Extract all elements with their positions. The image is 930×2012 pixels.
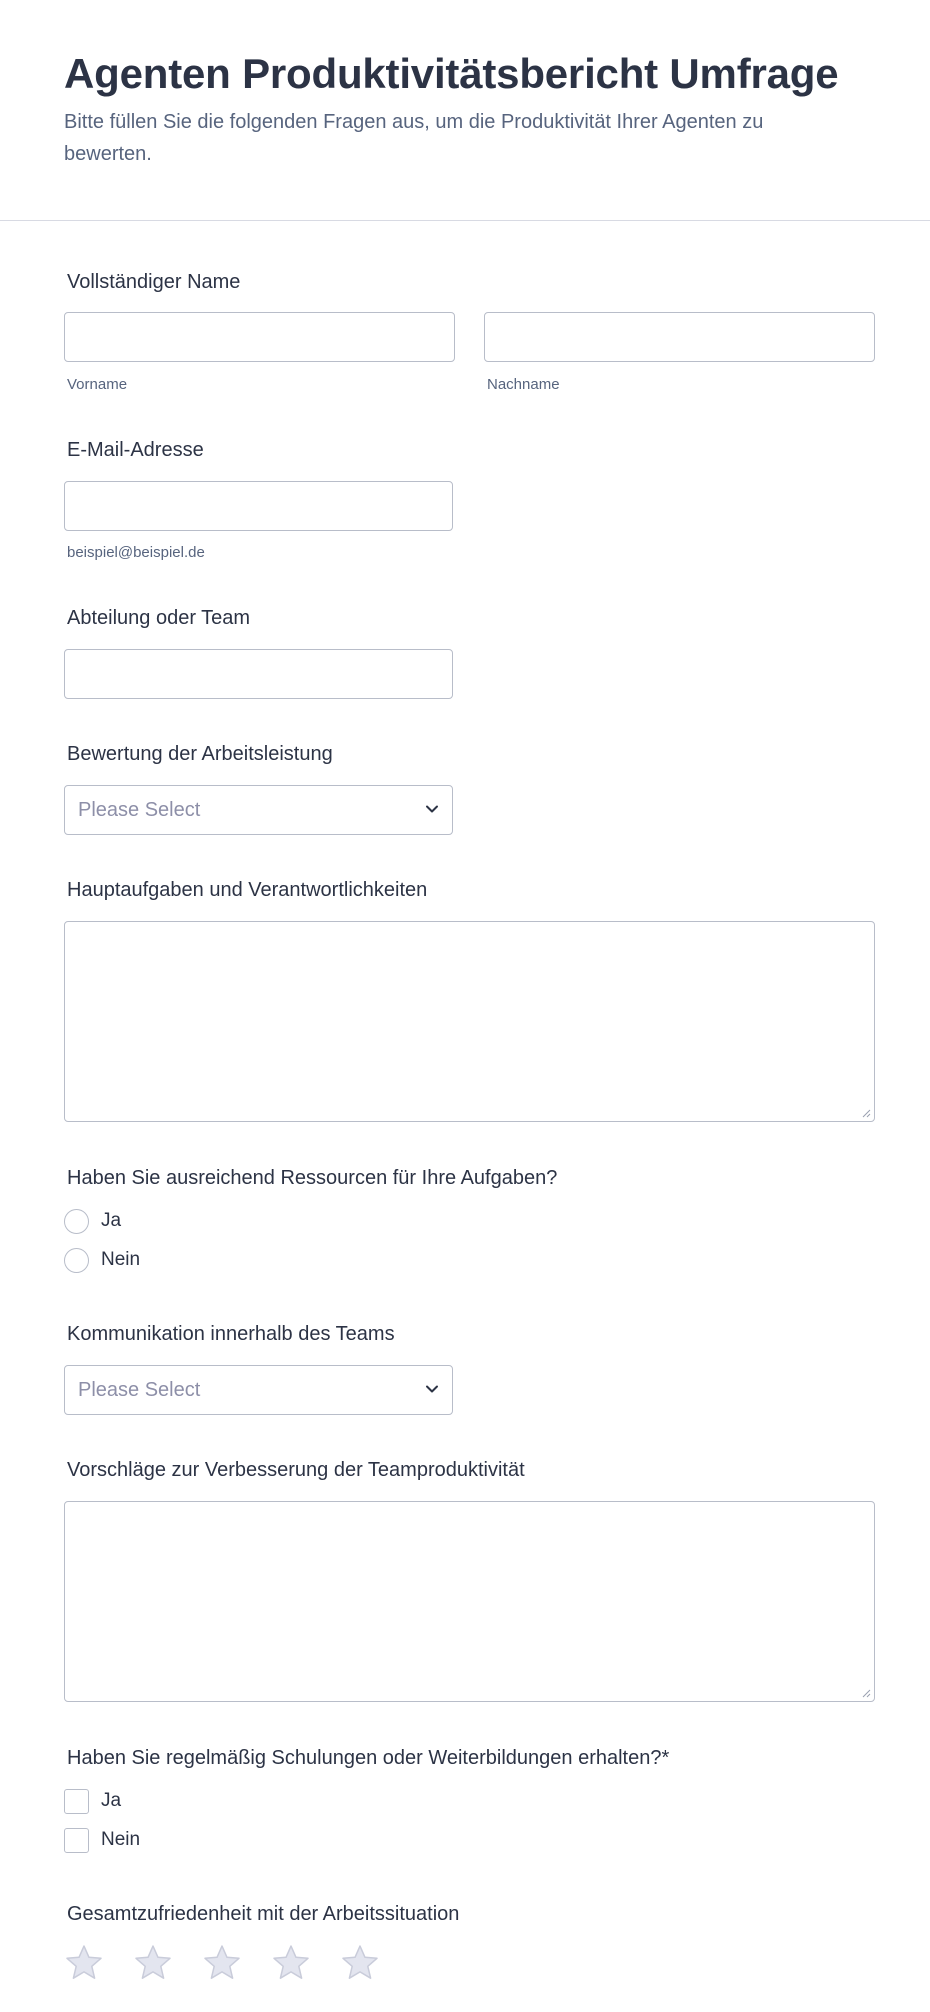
star-icon[interactable] xyxy=(202,1943,242,1983)
performance-rating-select[interactable] xyxy=(64,785,453,835)
chevron-down-icon xyxy=(424,1381,440,1397)
team-communication-placeholder: Please Select xyxy=(78,1379,201,1401)
suggestions-textarea[interactable] xyxy=(64,1501,875,1702)
star-icon[interactable] xyxy=(271,1943,311,1983)
team-communication-label: Kommunikation innerhalb des Teams xyxy=(67,1323,395,1345)
form-subtitle: Bitte füllen Sie die folgenden Fragen aus, um die Produktivität Ihrer Agenten zu bewerten. xyxy=(64,111,764,165)
checkbox-label: Ja xyxy=(101,1790,122,1811)
resize-grip-icon[interactable] xyxy=(861,1688,871,1698)
email-sublabel: beispiel@beispiel.de xyxy=(67,544,205,561)
radio-button[interactable] xyxy=(64,1248,89,1273)
star-icon[interactable] xyxy=(340,1943,380,1983)
suggestions-label: Vorschläge zur Verbesserung der Teamproduktivität xyxy=(67,1459,525,1481)
last-name-sublabel: Nachname xyxy=(487,376,560,393)
checkbox-label: Nein xyxy=(101,1829,141,1850)
first-name-sublabel: Vorname xyxy=(67,376,128,393)
chevron-down-icon xyxy=(424,801,440,817)
checkbox[interactable] xyxy=(64,1828,89,1853)
star-icon[interactable] xyxy=(64,1943,104,1983)
resources-label: Haben Sie ausreichend Ressourcen für Ihre Aufgaben? xyxy=(67,1167,558,1189)
last-name-input[interactable] xyxy=(484,312,875,362)
performance-rating-label: Bewertung der Arbeitsleistung xyxy=(67,743,333,765)
training-label: Haben Sie regelmäßig Schulungen oder Weiterbildungen erhalten?* xyxy=(67,1747,670,1769)
radio-label: Ja xyxy=(101,1210,122,1231)
email-label: E-Mail-Adresse xyxy=(67,439,204,461)
department-input[interactable] xyxy=(64,649,453,699)
form-title: Agenten Produktivitätsbericht Umfrage xyxy=(64,50,839,97)
radio-label: Nein xyxy=(101,1249,141,1270)
radio-button[interactable] xyxy=(64,1209,89,1234)
main-tasks-label: Hauptaufgaben und Verantwortlichkeiten xyxy=(67,879,428,901)
star-icon[interactable] xyxy=(133,1943,173,1983)
first-name-input[interactable] xyxy=(64,312,455,362)
department-label: Abteilung oder Team xyxy=(67,607,251,629)
main-tasks-textarea[interactable] xyxy=(64,921,875,1122)
email-field[interactable] xyxy=(64,481,453,531)
team-communication-select[interactable] xyxy=(64,1365,453,1415)
full-name-label: Vollständiger Name xyxy=(67,271,241,293)
form-header xyxy=(0,0,930,221)
resize-grip-icon[interactable] xyxy=(861,1108,871,1118)
performance-rating-placeholder: Please Select xyxy=(78,799,201,821)
satisfaction-label: Gesamtzufriedenheit mit der Arbeitssituation xyxy=(67,1903,460,1925)
checkbox[interactable] xyxy=(64,1789,89,1814)
